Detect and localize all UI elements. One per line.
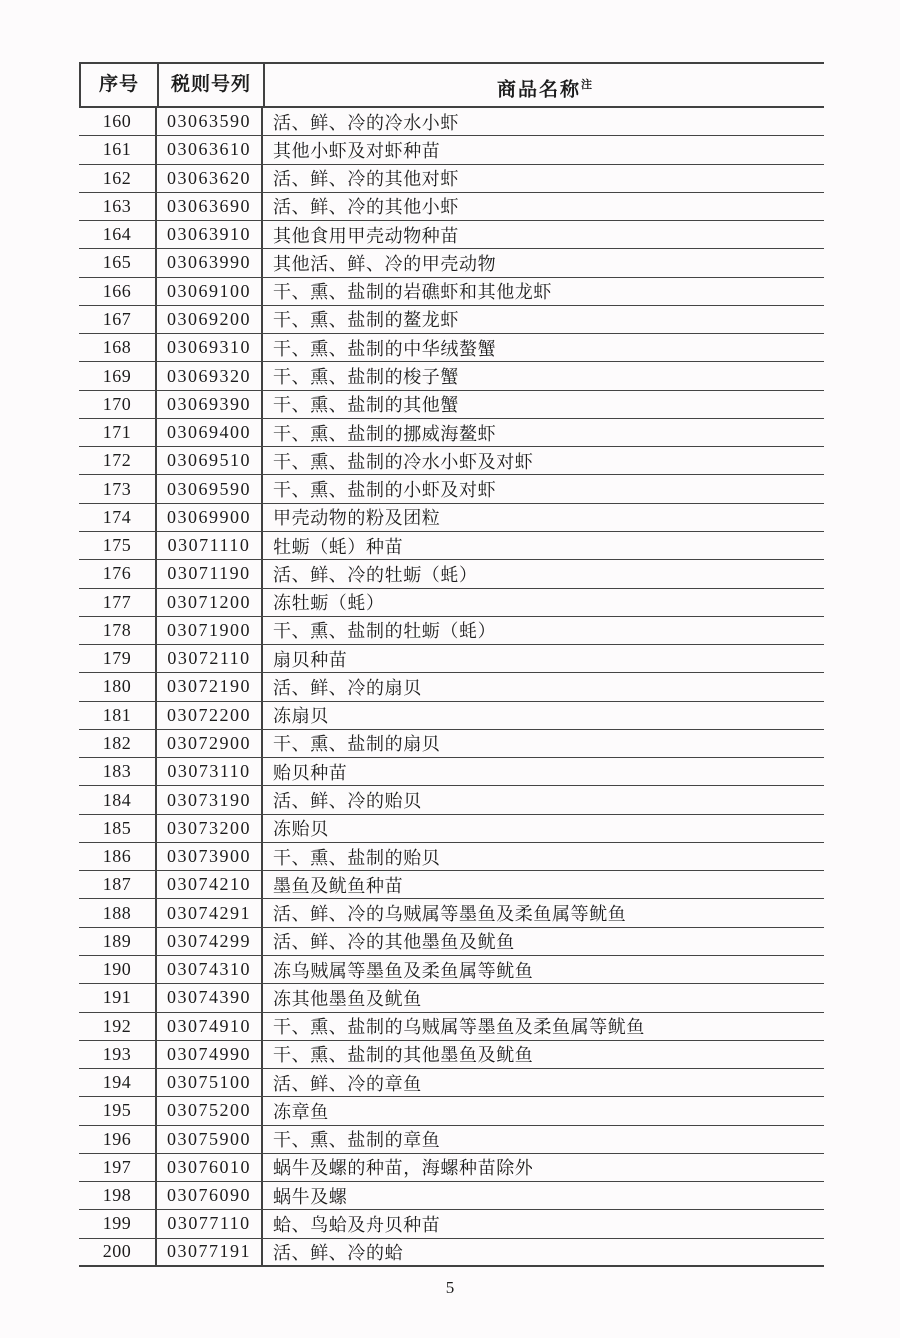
cell-name: 活、鲜、冷的冷水小虾	[273, 112, 459, 133]
cell-name: 活、鲜、冷的乌贼属等墨鱼及柔鱼属等鱿鱼	[273, 904, 627, 925]
table-row	[79, 589, 824, 617]
table-row	[79, 1126, 824, 1154]
table-row	[79, 193, 824, 221]
cell-seq: 164	[79, 221, 157, 248]
cell-seq: 195	[79, 1097, 157, 1124]
cell-name: 活、鲜、冷的其他墨鱼及鱿鱼	[273, 932, 515, 953]
table-row	[79, 1041, 824, 1069]
col-header-tariff-code: 税则号列	[159, 64, 265, 106]
cell-tariff-code: 03072200	[157, 702, 263, 729]
cell-seq: 183	[79, 758, 157, 785]
table-row	[79, 1069, 824, 1097]
table-row	[79, 532, 824, 560]
table-row	[79, 1239, 824, 1267]
cell-tariff-code: 03077110	[157, 1210, 263, 1237]
cell-tariff-code: 03073110	[157, 758, 263, 785]
cell-name: 活、鲜、冷的章鱼	[273, 1073, 422, 1094]
cell-name: 蜗牛及螺	[273, 1186, 348, 1207]
cell-seq: 181	[79, 702, 157, 729]
cell-name: 牡蛎（蚝）种苗	[273, 536, 404, 557]
cell-seq: 189	[79, 928, 157, 955]
cell-tariff-code: 03074291	[157, 899, 263, 926]
cell-tariff-code: 03063590	[157, 108, 263, 135]
cell-seq: 169	[79, 362, 157, 389]
table-row	[79, 617, 824, 645]
cell-seq: 160	[79, 108, 157, 135]
cell-seq: 177	[79, 589, 157, 616]
cell-tariff-code: 03073200	[157, 815, 263, 842]
table-row	[79, 871, 824, 899]
cell-seq: 180	[79, 673, 157, 700]
cell-tariff-code: 03074390	[157, 984, 263, 1011]
cell-name: 活、鲜、冷的贻贝	[273, 791, 422, 811]
table-row	[79, 334, 824, 362]
cell-name: 冻乌贼属等墨鱼及柔鱼属等鱿鱼	[273, 960, 534, 981]
table-row	[79, 362, 824, 390]
page-number: 5	[445, 1278, 455, 1297]
cell-tariff-code: 03075100	[157, 1069, 263, 1096]
cell-seq: 167	[79, 306, 157, 333]
cell-seq: 194	[79, 1069, 157, 1096]
col-header-name-label: 商品名称	[496, 79, 581, 101]
cell-name: 干、熏、盐制的扇贝	[273, 734, 441, 755]
cell-name: 蜗牛及螺的种苗，海螺种苗除外	[273, 1158, 534, 1179]
cell-seq: 197	[79, 1154, 157, 1181]
cell-tariff-code: 03069390	[157, 391, 263, 418]
cell-name: 冻章鱼	[273, 1101, 329, 1122]
cell-name: 干、熏、盐制的牡蛎（蚝）	[273, 621, 497, 642]
table-row	[79, 391, 824, 419]
cell-seq: 199	[79, 1210, 157, 1237]
cell-seq: 188	[79, 899, 157, 926]
cell-tariff-code: 03063620	[157, 165, 263, 192]
col-header-name	[265, 64, 824, 106]
table-row	[79, 899, 824, 927]
cell-seq: 192	[79, 1013, 157, 1040]
table-row	[79, 560, 824, 588]
table-row	[79, 475, 824, 503]
cell-tariff-code: 03063910	[157, 221, 263, 248]
cell-name: 冻贻贝	[273, 819, 329, 840]
cell-seq: 190	[79, 956, 157, 983]
cell-tariff-code: 03072110	[157, 645, 263, 672]
cell-name: 冻牡蛎（蚝）	[273, 593, 385, 614]
cell-name: 干、熏、盐制的其他蟹	[273, 395, 459, 416]
cell-name: 干、熏、盐制的冷水小虾及对虾	[273, 451, 534, 472]
cell-tariff-code: 03075900	[157, 1126, 263, 1153]
cell-name: 活、鲜、冷的其他对虾	[273, 169, 459, 190]
cell-tariff-code: 03071900	[157, 617, 263, 644]
cell-name: 干、熏、盐制的梭子蟹	[273, 367, 459, 388]
cell-name: 干、熏、盐制的小虾及对虾	[273, 480, 497, 501]
cell-tariff-code: 03069200	[157, 306, 263, 333]
cell-seq: 170	[79, 391, 157, 418]
cell-seq: 191	[79, 984, 157, 1011]
table-row	[79, 306, 824, 334]
cell-name: 冻扇贝	[273, 706, 329, 727]
cell-seq: 165	[79, 249, 157, 276]
cell-tariff-code: 03063990	[157, 249, 263, 276]
cell-tariff-code: 03074990	[157, 1041, 263, 1068]
table-row	[79, 249, 824, 277]
cell-tariff-code: 03069310	[157, 334, 263, 361]
cell-tariff-code: 03071200	[157, 589, 263, 616]
cell-name: 冻其他墨鱼及鱿鱼	[273, 988, 422, 1009]
cell-tariff-code: 03077191	[157, 1239, 263, 1265]
table-row	[79, 136, 824, 164]
cell-name: 干、熏、盐制的中华绒螯蟹	[273, 338, 497, 359]
cell-seq: 175	[79, 532, 157, 559]
cell-tariff-code: 03069590	[157, 475, 263, 502]
cell-name: 蛤、鸟蛤及舟贝种苗	[273, 1214, 441, 1235]
table-row	[79, 1097, 824, 1125]
cell-name: 墨鱼及鱿鱼种苗	[273, 875, 404, 896]
cell-seq: 171	[79, 419, 157, 446]
cell-name: 其他食用甲壳动物种苗	[273, 225, 459, 246]
table-row	[79, 645, 824, 673]
cell-name: 活、鲜、冷的蛤	[273, 1242, 404, 1263]
cell-tariff-code: 03063610	[157, 136, 263, 163]
cell-name: 活、鲜、冷的牡蛎（蚝）	[273, 564, 478, 585]
table-row	[79, 165, 824, 193]
table-row	[79, 221, 824, 249]
cell-tariff-code: 03071190	[157, 560, 263, 587]
cell-seq: 196	[79, 1126, 157, 1153]
cell-tariff-code: 03076090	[157, 1182, 263, 1209]
cell-seq: 162	[79, 165, 157, 192]
cell-name: 活、鲜、冷的其他小虾	[273, 197, 459, 218]
table-row	[79, 108, 824, 136]
cell-tariff-code: 03076010	[157, 1154, 263, 1181]
table-row	[79, 1013, 824, 1041]
cell-tariff-code: 03063690	[157, 193, 263, 220]
cell-tariff-code: 03069320	[157, 362, 263, 389]
cell-seq: 179	[79, 645, 157, 672]
cell-tariff-code: 03074310	[157, 956, 263, 983]
cell-tariff-code: 03074299	[157, 928, 263, 955]
cell-name: 其他小虾及对虾种苗	[273, 140, 441, 161]
cell-name: 贻贝种苗	[273, 762, 348, 783]
cell-name: 甲壳动物的粉及团粒	[273, 508, 441, 529]
table-row	[79, 786, 824, 814]
cell-tariff-code: 03072190	[157, 673, 263, 700]
table-body	[79, 108, 824, 1267]
cell-name: 干、熏、盐制的贻贝	[273, 847, 441, 868]
cell-name: 干、熏、盐制的章鱼	[273, 1130, 441, 1151]
table-row	[79, 1182, 824, 1210]
cell-tariff-code: 03069900	[157, 504, 263, 531]
cell-seq: 193	[79, 1041, 157, 1068]
cell-name: 干、熏、盐制的鳌龙虾	[273, 310, 459, 331]
table-row	[79, 702, 824, 730]
cell-seq: 185	[79, 815, 157, 842]
cell-seq: 178	[79, 617, 157, 644]
table-row	[79, 984, 824, 1012]
cell-name: 扇贝种苗	[273, 649, 348, 670]
table-row	[79, 956, 824, 984]
table-row	[79, 673, 824, 701]
note-superscript: 注	[581, 79, 592, 91]
cell-seq: 172	[79, 447, 157, 474]
cell-tariff-code: 03069100	[157, 278, 263, 305]
cell-seq: 161	[79, 136, 157, 163]
cell-tariff-code: 03073900	[157, 843, 263, 870]
table-row	[79, 419, 824, 447]
table-row	[79, 278, 824, 306]
table-row	[79, 730, 824, 758]
table-row	[79, 928, 824, 956]
cell-name: 干、熏、盐制的乌贼属等墨鱼及柔鱼属等鱿鱼	[273, 1017, 645, 1038]
cell-seq: 166	[79, 278, 157, 305]
cell-name: 其他活、鲜、冷的甲壳动物	[273, 253, 497, 274]
cell-tariff-code: 03073190	[157, 786, 263, 813]
col-header-seq: 序号	[81, 64, 159, 106]
cell-seq: 186	[79, 843, 157, 870]
cell-tariff-code: 03069510	[157, 447, 263, 474]
cell-name: 干、熏、盐制的岩礁虾和其他龙虾	[273, 282, 552, 303]
table-row	[79, 447, 824, 475]
cell-tariff-code: 03075200	[157, 1097, 263, 1124]
cell-seq: 198	[79, 1182, 157, 1209]
cell-tariff-code: 03069400	[157, 419, 263, 446]
cell-seq: 176	[79, 560, 157, 587]
table-header-row	[79, 62, 824, 108]
cell-name: 干、熏、盐制的挪威海鳌虾	[273, 423, 497, 444]
table-row	[79, 815, 824, 843]
cell-seq: 163	[79, 193, 157, 220]
table-row	[79, 1154, 824, 1182]
cell-seq: 200	[79, 1239, 157, 1265]
table-row	[79, 1210, 824, 1238]
cell-seq: 182	[79, 730, 157, 757]
cell-tariff-code: 03071110	[157, 532, 263, 559]
cell-seq: 187	[79, 871, 157, 898]
cell-tariff-code: 03074210	[157, 871, 263, 898]
table-row	[79, 504, 824, 532]
cell-seq: 184	[79, 786, 157, 813]
cell-seq: 168	[79, 334, 157, 361]
cell-seq: 174	[79, 504, 157, 531]
cell-name: 活、鲜、冷的扇贝	[273, 677, 422, 698]
tariff-table	[79, 62, 824, 1267]
cell-tariff-code: 03074910	[157, 1013, 263, 1040]
table-row	[79, 758, 824, 786]
cell-tariff-code: 03072900	[157, 730, 263, 757]
cell-seq: 173	[79, 475, 157, 502]
table-row	[79, 843, 824, 871]
cell-name: 干、熏、盐制的其他墨鱼及鱿鱼	[273, 1045, 534, 1066]
